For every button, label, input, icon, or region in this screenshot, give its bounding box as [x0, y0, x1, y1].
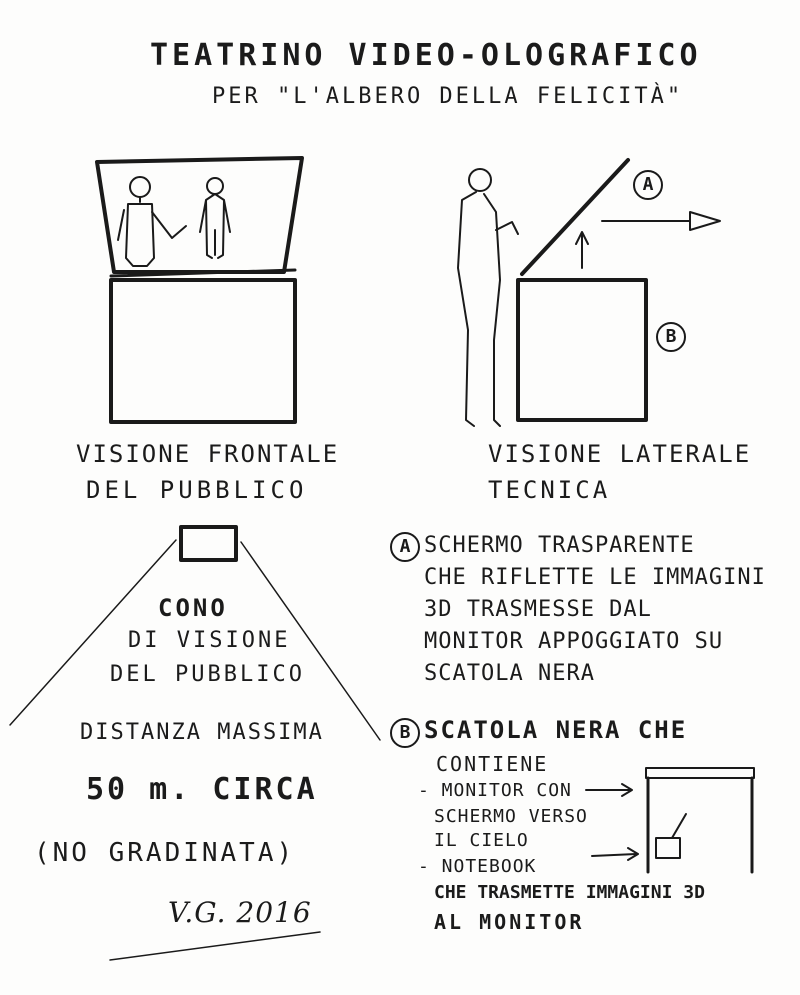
front-box — [111, 280, 295, 422]
legend-b-item1-line-2: SCHERMO VERSO — [434, 806, 588, 827]
notebook-pointer-arrow — [592, 848, 638, 860]
legend-a-marker: A — [390, 532, 420, 562]
legend-b-line-1: SCATOLA NERA CHE — [424, 716, 688, 744]
stage-box-topview — [181, 527, 236, 560]
legend-a-line-3: 3D TRASMESSE DAL — [424, 597, 652, 622]
signature: V.G. 2016 — [168, 896, 312, 929]
legend-b-item2-line-2: CHE TRASMETTE IMMAGINI 3D — [434, 882, 705, 903]
legend-b-item2-line-1: - NOTEBOOK — [418, 856, 537, 877]
up-arrow — [576, 232, 588, 268]
legend-a-line-2: CHE RIFLETTE LE IMMAGINI — [424, 565, 766, 590]
marker-a-side: A — [633, 170, 663, 200]
front-caption-line-1: VISIONE FRONTALE — [76, 440, 340, 468]
legend-a-line-5: SCATOLA NERA — [424, 661, 595, 686]
title-line-2: PER "L'ALBERO DELLA FELICITÀ" — [212, 84, 684, 109]
side-box — [518, 280, 646, 420]
side-person-figure — [458, 169, 518, 426]
front-caption-line-2: DEL PUBBLICO — [86, 476, 308, 504]
marker-b-side: B — [656, 322, 686, 352]
side-caption-line-1: VISIONE LATERALE — [488, 440, 752, 468]
legend-b-item2-line-3: AL MONITOR — [434, 910, 585, 934]
cone-label-line-1: CONO — [158, 594, 228, 622]
side-view-drawing — [458, 160, 720, 426]
right-arrow — [602, 212, 720, 230]
legend-b-marker: B — [390, 718, 420, 748]
legend-a-line-4: MONITOR APPOGGIATO SU — [424, 629, 724, 654]
legend-a-line-1: SCHERMO TRASPARENTE — [424, 533, 695, 558]
front-hologram-figure — [200, 178, 230, 258]
signature-underline — [110, 932, 320, 960]
front-view-drawing — [97, 158, 302, 422]
side-caption-line-2: TECNICA — [488, 476, 611, 504]
side-transparent-screen — [522, 160, 628, 274]
front-actor-figure — [118, 177, 186, 266]
black-box-diagram — [586, 768, 754, 872]
notebook-sketch — [656, 838, 680, 858]
legend-b-line-2: CONTIENE — [436, 752, 549, 776]
cone-label-line-2: DI VISIONE — [128, 628, 291, 653]
distance-label: DISTANZA MASSIMA — [80, 720, 324, 745]
cone-label-line-3: DEL PUBBLICO — [110, 662, 305, 687]
distance-value: 50 m. CIRCA — [86, 772, 318, 807]
title-line-1: TEATRINO VIDEO-OLOGRAFICO — [150, 38, 702, 73]
legend-b-item1-line-1: - MONITOR CON — [418, 780, 572, 801]
no-seating-note: (NO GRADINATA) — [34, 838, 296, 868]
legend-b-item1-line-3: IL CIELO — [434, 830, 529, 851]
monitor-pointer-arrow — [586, 784, 632, 796]
